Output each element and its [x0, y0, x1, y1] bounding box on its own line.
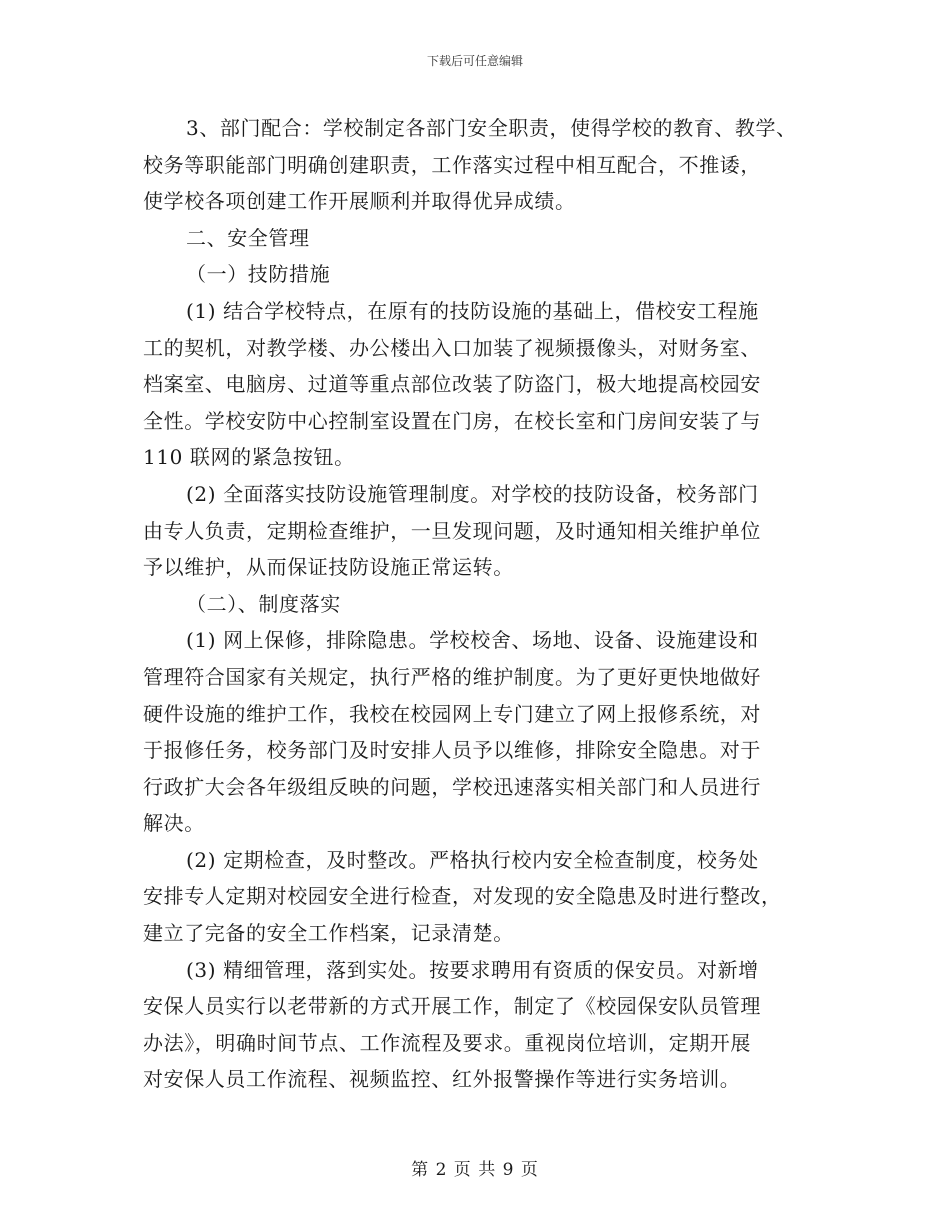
paragraph-system-item-3	[143, 952, 823, 1098]
text-line: 解决。	[143, 811, 205, 836]
text-line: 安排专人定期对校园安全进行检查，对发现的安全隐患及时进行整改，	[143, 884, 782, 909]
text-line: 全性。学校安防中心控制室设置在门房，在校长室和门房间安装了与	[143, 408, 761, 433]
subsection-heading-system-implementation	[143, 586, 823, 623]
text-line: (3) 精细管理，落到实处。按要求聘用有资质的保安员。对新增	[186, 957, 759, 982]
document-body	[143, 110, 823, 1098]
text-line: 工的契机，对教学楼、办公楼出入口加装了视频摄像头，对财务室、	[143, 335, 761, 360]
text-line: （二）、制度落实	[186, 591, 341, 616]
text-line: (2) 定期检查，及时整改。严格执行校内安全检查制度，校务处	[186, 847, 759, 872]
text-line: 予以维护，从而保证技防设施正常运转。	[143, 555, 514, 580]
text-line: 3、部门配合：学校制定各部门安全职责，使得学校的教育、教学、	[186, 116, 797, 140]
text-line: （一）技防措施	[186, 262, 331, 287]
text-line: 管理符合国家有关规定，执行严格的维护制度。为了更好更快地做好	[143, 664, 761, 689]
text-line: 由专人负责，定期检查维护，一旦发现问题，及时通知相关维护单位	[143, 518, 761, 543]
text-line: 校务等职能部门明确创建职责，工作落实过程中相互配合，不推诿，	[143, 152, 761, 177]
text-line: (2) 全面落实技防设施管理制度。对学校的技防设备，校务部门	[186, 481, 759, 506]
text-line: 行政扩大会各年级组反映的问题，学校迅速落实相关部门和人员进行	[143, 774, 761, 799]
paragraph-system-item-1	[143, 622, 823, 842]
text-line: 办法》，明确时间节点、工作流程及要求。重视岗位培训，定期开展	[143, 1030, 751, 1055]
text-line: (1) 网上保修，排除隐患。学校校舍、场地、设备、设施建设和	[186, 628, 759, 653]
text-line: 对安保人员工作流程、视频监控、红外报警操作等进行实务培训。	[143, 1067, 741, 1092]
text-line: 档案室、电脑房、过道等重点部位改装了防盗门，极大地提高校园安	[143, 372, 761, 397]
text-line: 安保人员实行以老带新的方式开展工作，制定了《校园保安队员管理	[143, 994, 761, 1019]
subsection-heading-technical-measures	[143, 256, 823, 293]
paragraph-technical-item-1	[143, 293, 823, 476]
text-line: (1) 结合学校特点，在原有的技防设施的基础上，借校安工程施	[186, 298, 759, 323]
page-header: 下载后可任意编辑	[426, 54, 523, 68]
paragraph-system-item-2	[143, 842, 823, 952]
paragraph-technical-item-2	[143, 476, 823, 586]
page-footer: 第 2 页 共 9 页	[411, 1160, 539, 1180]
text-line: 使学校各项创建工作开展顺利并取得优异成绩。	[143, 189, 576, 214]
text-line: 建立了完备的安全工作档案，记录清楚。	[143, 921, 514, 946]
section-heading-safety-management	[143, 220, 823, 257]
paragraph-department-cooperation	[143, 110, 823, 220]
text-line: 于报修任务，校务部门及时安排人员予以维修，排除安全隐患。对于	[143, 738, 761, 763]
text-line: 二、安全管理	[186, 225, 310, 250]
text-line: 110 联网的紧急按钮。	[143, 445, 355, 470]
text-line: 硬件设施的维护工作，我校在校园网上专门建立了网上报修系统，对	[143, 701, 761, 726]
